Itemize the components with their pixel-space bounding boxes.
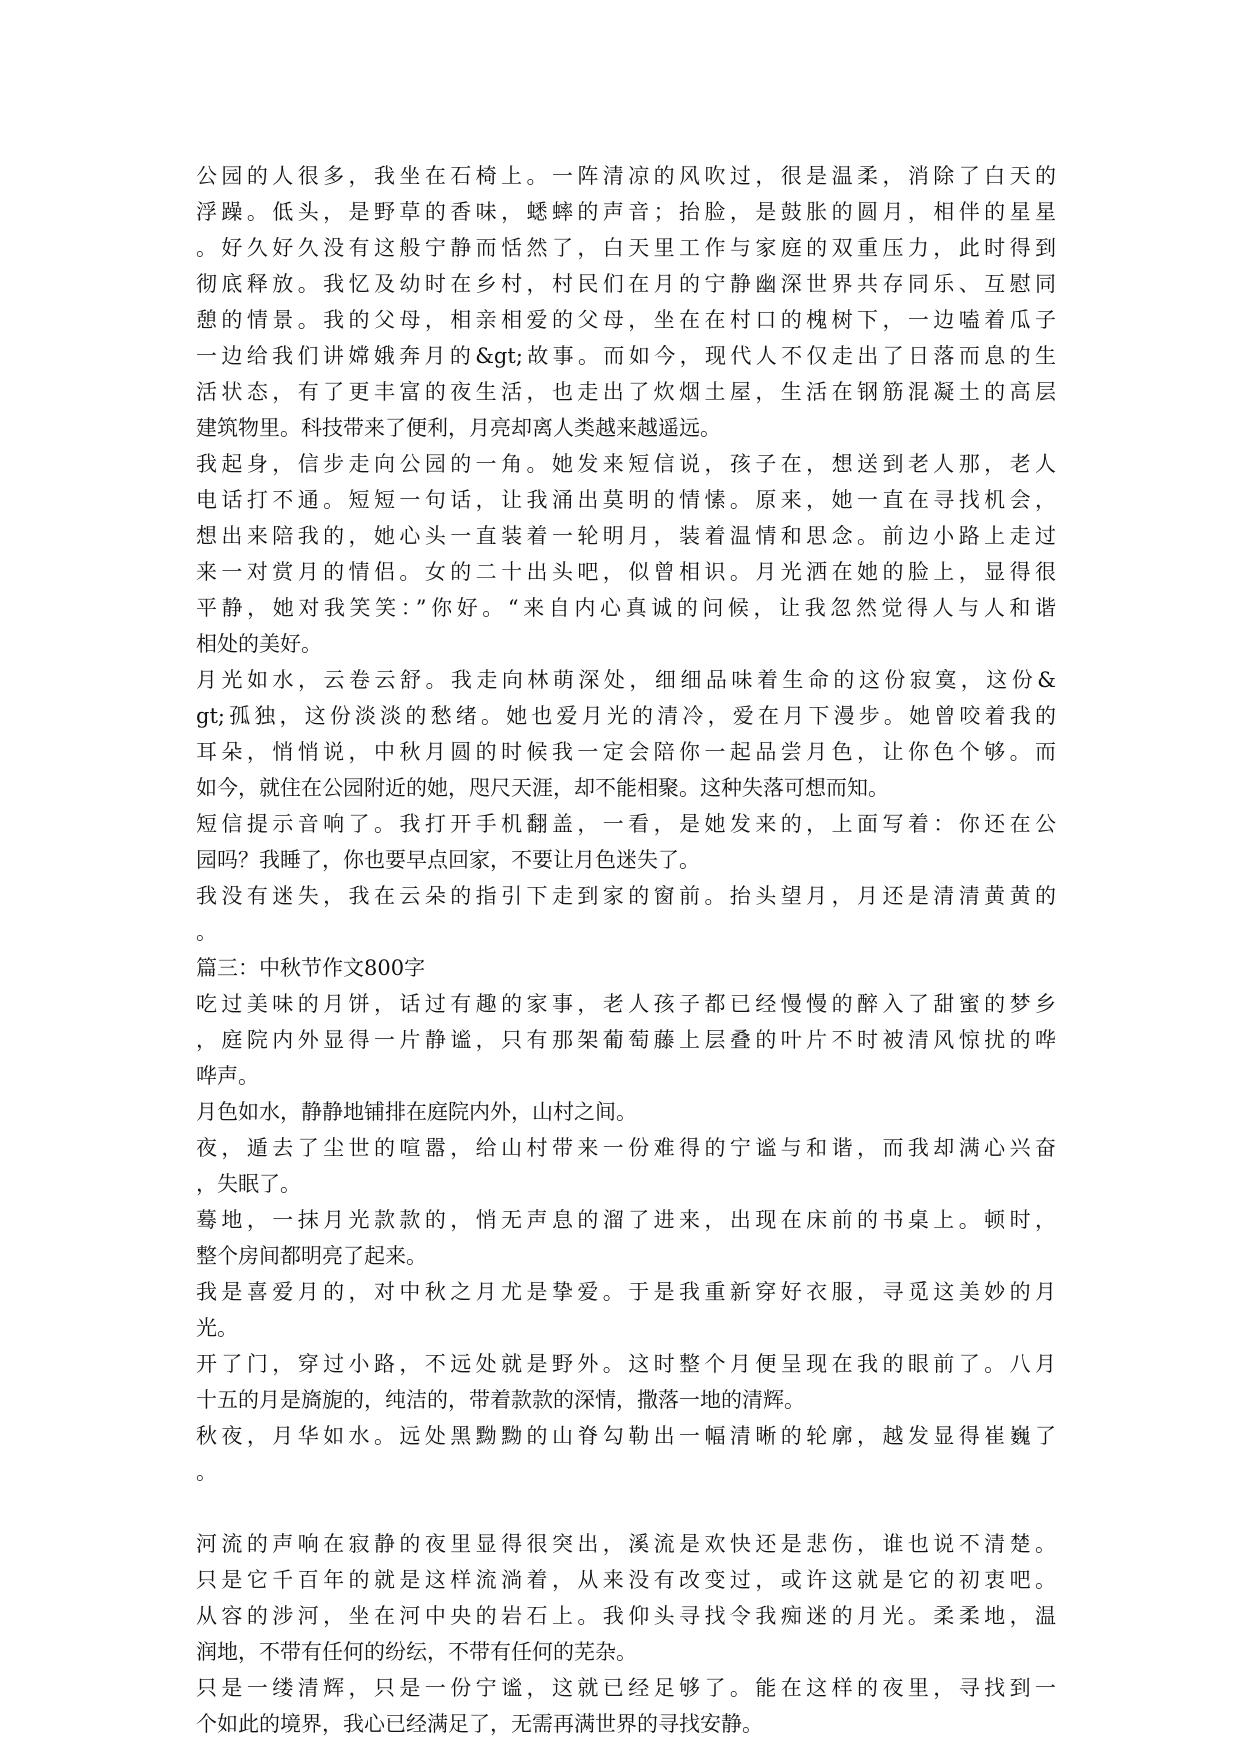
text-line: 。 (196, 920, 217, 944)
text-line: 来一对赏月的情侣。女的二十出头吧，似曾相识。月光洒在她的脸上，显得很 (196, 560, 1056, 584)
text-line: 哗声。 (196, 1064, 259, 1088)
text-line: 浮躁。低头，是野草的香味，蟋蟀的声音；抬脸，是鼓胀的圆月，相伴的星星 (196, 200, 1056, 224)
text-line: 夜，遁去了尘世的喧嚣，给山村带来一份难得的宁谧与和谐，而我却满心兴奋 (196, 1136, 1056, 1160)
text-line: 我是喜爱月的，对中秋之月尤是挚爱。于是我重新穿好衣服，寻觅这美妙的月 (196, 1280, 1056, 1304)
text-line: 我没有迷失，我在云朵的指引下走到家的窗前。抬头望月，月还是清清黄黄的 (196, 884, 1056, 908)
text-line: 秋夜，月华如水。远处黑黝黝的山脊勾勒出一幅清晰的轮廓，越发显得崔巍了 (196, 1424, 1056, 1448)
text-line: 光。 (196, 1316, 238, 1340)
text-line: 电话打不通。短短一句话，让我涌出莫明的情愫。原来，她一直在寻找机会， (196, 488, 1056, 512)
text-line: 十五的月是旖旎的，纯洁的，带着款款的深情，撒落一地的清辉。 (196, 1388, 805, 1412)
text-line: 蓦地，一抹月光款款的，悄无声息的溜了进来，出现在床前的书桌上。顿时， (196, 1208, 1056, 1232)
blank-line (196, 1490, 1056, 1526)
text-line: 彻底释放。我忆及幼时在乡村，村民们在月的宁静幽深世界共存同乐、互慰同 (196, 272, 1056, 296)
text-line: 开了门，穿过小路，不远处就是野外。这时整个月便呈现在我的眼前了。八月 (196, 1352, 1056, 1376)
section-heading: 篇三：中秋节作文800字 (196, 956, 426, 980)
text-line: 相处的美好。 (196, 632, 322, 656)
text-line: 我起身，信步走向公园的一角。她发来短信说，孩子在，想送到老人那，老人 (196, 452, 1056, 476)
text-line: 公园的人很多，我坐在石椅上。一阵清凉的风吹过，很是温柔，消除了白天的 (196, 164, 1056, 188)
text-line: 建筑物里。科技带来了便利，月亮却离人类越来越遥远。 (196, 416, 721, 440)
text-line: 憩的情景。我的父母，相亲相爱的父母，坐在在村口的槐树下，一边嗑着瓜子 (196, 308, 1056, 332)
text-line: 只是一缕清辉，只是一份宁谧，这就已经足够了。能在这样的夜里，寻找到一 (196, 1676, 1056, 1700)
text-line: 。好久好久没有这般宁静而恬然了，白天里工作与家庭的双重压力，此时得到 (196, 236, 1056, 260)
text-line: 月色如水，静静地铺排在庭院内外，山村之间。 (196, 1100, 637, 1124)
text-line: 从容的涉河，坐在河中央的岩石上。我仰头寻找令我痴迷的月光。柔柔地，温 (196, 1604, 1056, 1628)
text-line: 吃过美味的月饼，话过有趣的家事，老人孩子都已经慢慢的醉入了甜蜜的梦乡 (196, 992, 1056, 1016)
text-line: ，失眠了。 (196, 1172, 301, 1196)
text-line: 园吗？我睡了，你也要早点回家，不要让月色迷失了。 (196, 848, 700, 872)
text-line: 。 (196, 1460, 217, 1484)
text-line: 短信提示音响了。我打开手机翻盖，一看，是她发来的，上面写着：你还在公 (196, 812, 1056, 836)
text-line: 一边给我们讲嫦娥奔月的&gt;故事。而如今，现代人不仅走出了日落而息的生 (196, 344, 1056, 368)
text-line: 整个房间都明亮了起来。 (196, 1244, 427, 1268)
essay-body (196, 158, 1056, 1742)
text-line: 活状态，有了更丰富的夜生活，也走出了炊烟土屋，生活在钢筋混凝土的高层 (196, 380, 1056, 404)
text-line: gt;孤独，这份淡淡的愁绪。她也爱月光的清冷，爱在月下漫步。她曾咬着我的 (196, 704, 1056, 728)
text-line: 想出来陪我的，她心头一直装着一轮明月，装着温情和思念。前边小路上走过 (196, 524, 1056, 548)
text-line: ，庭院内外显得一片静谧，只有那架葡萄藤上层叠的叶片不时被清风惊扰的哗 (196, 1028, 1056, 1052)
text-line: 河流的声响在寂静的夜里显得很突出，溪流是欢快还是悲伤，谁也说不清楚。 (196, 1532, 1056, 1556)
text-line: 个如此的境界，我心已经满足了，无需再满世界的寻找安静。 (196, 1712, 763, 1736)
text-line: 平静，她对我笑笑：”你好。“来自内心真诚的问候，让我忽然觉得人与人和谐 (196, 596, 1056, 620)
text-line: 月光如水，云卷云舒。我走向林萌深处，细细品味着生命的这份寂寞，这份& (196, 668, 1056, 692)
text-line: 如今，就住在公园附近的她，咫尺天涯，却不能相聚。这种失落可想而知。 (196, 776, 889, 800)
text-line: 润地，不带有任何的纷纭，不带有任何的芜杂。 (196, 1640, 637, 1664)
text-line: 耳朵，悄悄说，中秋月圆的时候我一定会陪你一起品尝月色，让你色个够。而 (196, 740, 1056, 764)
text-line: 只是它千百年的就是这样流淌着，从来没有改变过，或许这就是它的初衷吧。 (196, 1568, 1056, 1592)
